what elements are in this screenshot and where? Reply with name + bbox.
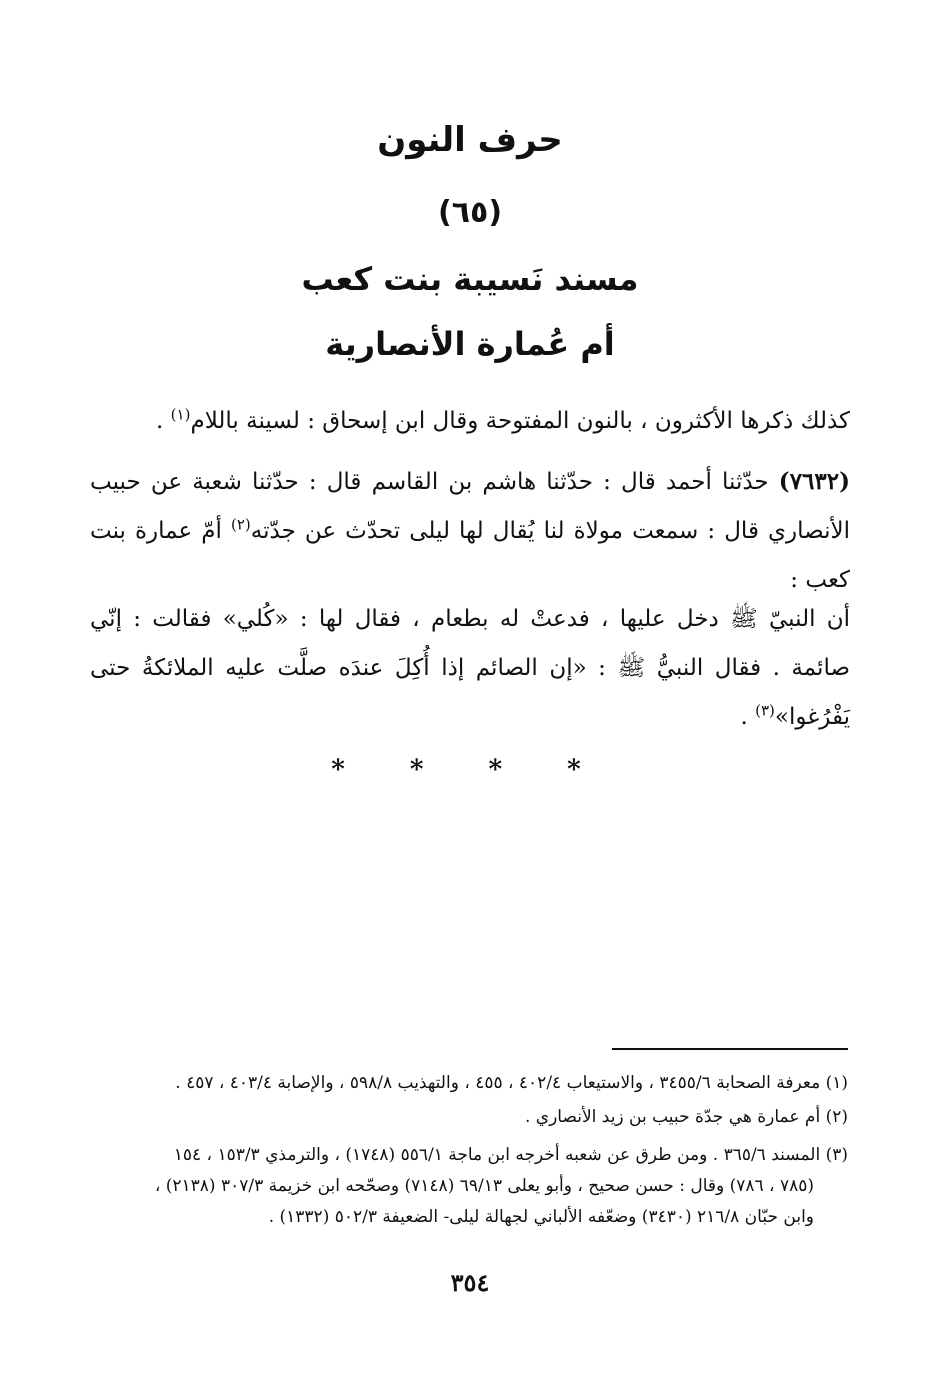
isnad-paragraph: [90, 457, 850, 605]
isnad-text: حدّثنا أحمد قال : حدّثنا هاشم بن القاسم قال : حدّثنا شعبة عن حبيب الأنصاري قال : سمعت مولاة لنا يُقال لها ليلى تحدّث عن جدّته: [90, 469, 850, 544]
footnote-3-line-1: (٣) المسند ٣٦٥/٦ . ومن طرق عن شعبه أخرجه ابن ماجة ٥٥٦/١ (١٧٤٨) ، والترمذي ١٥٣/٣ ، ١٥٤: [173, 1145, 848, 1165]
footnote-3: [88, 1140, 848, 1233]
musnad-title: مسند نَسيبة بنت كعب: [301, 260, 639, 298]
footnote-ref-3: (٣): [755, 701, 775, 720]
isnad-text-end: أمّ عمارة بنت كعب :: [90, 518, 850, 593]
matn-end: .: [740, 704, 756, 730]
footnote-1: (١) معرفة الصحابة ٣٤٥٥/٦ ، والاستيعاب ٤٠٢/٤ ، ٤٥٥ ، والتهذيب ٥٩٨/٨ ، والإصابة ٤٠٣/٤ ، ٤٥٧ .: [175, 1073, 848, 1093]
footnote-3-line-3: وابن حبّان ٢١٦/٨ (٣٤٣٠) وضعّفه الألباني لجهالة ليلى- الضعيفة ٥٠٢/٣ (١٣٣٢) .: [268, 1207, 814, 1227]
matn-paragraph: [90, 595, 850, 742]
footnote-divider: [612, 1048, 848, 1050]
section-separator: * * * *: [331, 755, 609, 785]
intro-text: كذلك ذكرها الأكثرون ، بالنون المفتوحة وقال ابن إسحاق : لسينة باللام: [190, 408, 850, 434]
intro-end: .: [156, 408, 171, 434]
footnote-3-line-2: (٧٨٥ ، ٧٨٦) وقال : حسن صحيح ، وأبو يعلى ٦٩/١٣ (٧١٤٨) وصحّحه ابن خزيمة ٣٠٧/٣ (٢١٣٨) ،: [154, 1176, 814, 1196]
footnote-ref-1: (١): [170, 405, 191, 424]
footnote-ref-2: (٢): [230, 515, 251, 534]
intro-paragraph: [90, 397, 850, 446]
footnote-2: (٢) أم عمارة هي جدّة حبيب بن زيد الأنصاري .: [524, 1107, 848, 1127]
kunya-title: أم عُمارة الأنصارية: [325, 325, 615, 363]
hadith-number: (٧٦٣٢): [778, 468, 850, 495]
page-number: ٣٥٤: [450, 1268, 490, 1297]
chapter-title: حرف النون: [377, 120, 563, 160]
matn-text: أن النبيّ ﷺ دخل عليها ، فدعتْ له بطعام ، فقال لها : «كُلي» فقالت : إنّي صائمة . فقال النبيُّ ﷺ : «إن الصائم إذا أُكِلَ عندَه صلَّت عليه الملائكةُ حتى يَفْرُغوا»: [90, 606, 850, 730]
section-number: (٦٥): [437, 195, 503, 230]
